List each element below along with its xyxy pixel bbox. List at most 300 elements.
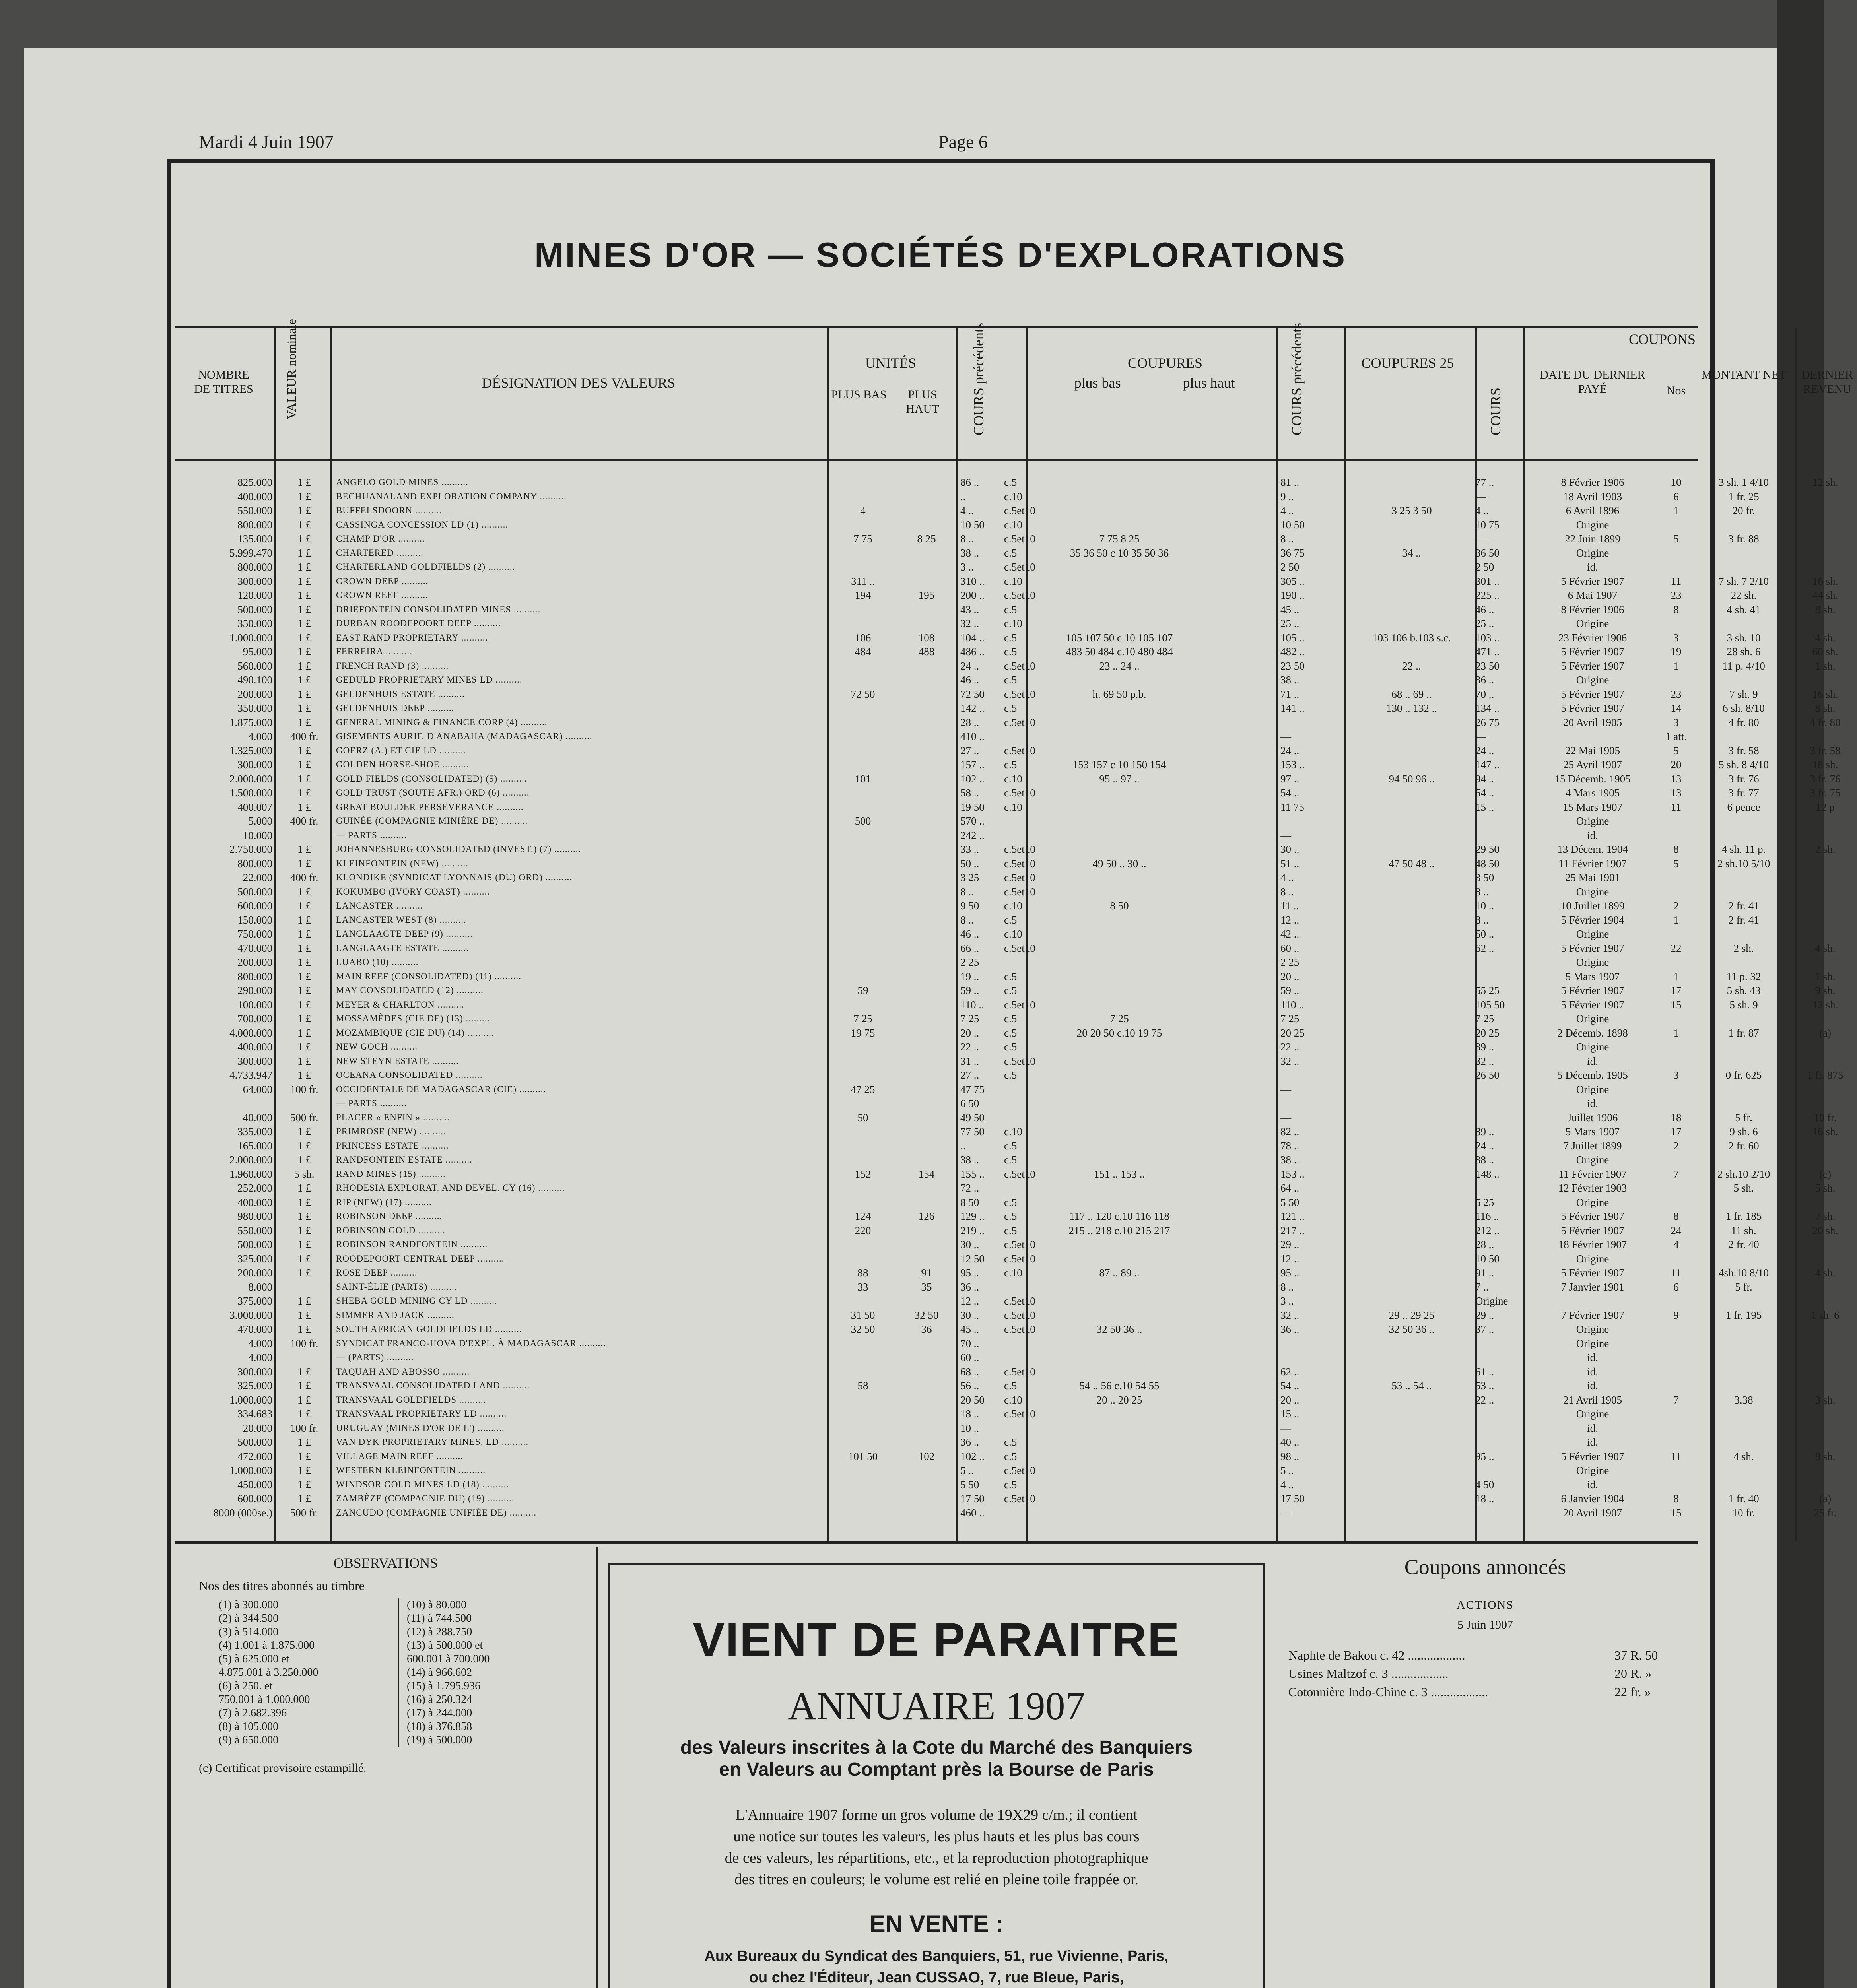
cell-der: 1 sh. 6 xyxy=(1811,1309,1840,1321)
cell-cp2: c.5et10 xyxy=(1004,1493,1035,1505)
header-date: Mardi 4 Juin 1907 xyxy=(199,132,334,152)
cell-c25: 103 106 b.103 s.c. xyxy=(1372,631,1451,644)
table-row xyxy=(175,1011,1698,1026)
table-row xyxy=(175,1096,1698,1110)
cell-date: 6 Avril 1896 xyxy=(1566,505,1620,516)
cell-cb: 153 157 c 10 150 154 xyxy=(1072,759,1166,771)
cell-date: 5 Février 1907 xyxy=(1561,646,1624,658)
cell-d: ROBINSON GOLD .......... xyxy=(336,1225,445,1235)
cell-cp2: c.5 xyxy=(1004,984,1017,996)
cell-cb: 32 50 36 .. xyxy=(1096,1323,1142,1335)
cell-no: 24 xyxy=(1671,1224,1682,1237)
cell-no: 4 xyxy=(1673,1239,1679,1250)
cell-cp: 110 .. xyxy=(960,998,984,1011)
cell-v: 1 £ xyxy=(297,1478,311,1491)
cell-no: 18 xyxy=(1671,1111,1682,1124)
cell-cp2: c.5 xyxy=(1004,1041,1017,1053)
cell-n: 3.000.000 xyxy=(229,1309,272,1321)
cell-cp: 8 .. xyxy=(960,885,974,898)
cell-d: LANGLAAGTE DEEP (9) .......... xyxy=(336,929,473,939)
cell-ub: 88 xyxy=(857,1267,868,1279)
cell-m: 2 fr. 40 xyxy=(1728,1239,1759,1250)
cell-n: 300.000 xyxy=(237,1365,272,1378)
cell-cp3: 36 75 xyxy=(1280,547,1305,559)
table-row xyxy=(175,475,1838,489)
cell-date: 5 Février 1907 xyxy=(1561,575,1624,587)
cell-m: 4 sh. 41 xyxy=(1727,603,1761,615)
cell-v: 1 £ xyxy=(297,744,311,757)
cell-no: 5 xyxy=(1673,533,1679,545)
cell-cp2: c.10 xyxy=(1004,1126,1022,1138)
cell-ub: 101 xyxy=(855,773,871,785)
cell-cp: 5 .. xyxy=(960,1464,974,1476)
cell-cb: 7 25 xyxy=(1110,1013,1129,1025)
cell-cp2: c.5et10 xyxy=(1004,660,1035,672)
cell-n: 500.000 xyxy=(237,603,272,615)
cell-m: 2 fr. 41 xyxy=(1728,914,1759,926)
cell-date: 22 Juin 1899 xyxy=(1565,533,1620,545)
cell-d: TRANSVAAL PROPRIETARY LD .......... xyxy=(336,1409,507,1419)
cell-cp4: 20 25 xyxy=(1475,1027,1500,1039)
cell-date: id. xyxy=(1587,1365,1598,1378)
cell-date: 5 Février 1907 xyxy=(1561,942,1624,954)
cell-cp2: c.5 xyxy=(1004,1436,1017,1448)
cell-n: 165.000 xyxy=(237,1140,272,1152)
coupon-value: 22 fr. » xyxy=(1614,1685,1651,1699)
cell-cp2: c.5et10 xyxy=(1004,942,1035,954)
cell-d: GOLD TRUST (SOUTH AFR.) ORD (6) .......... xyxy=(336,788,530,798)
cell-cp: 102 .. xyxy=(960,1450,985,1462)
cell-cp: 6 50 xyxy=(960,1097,979,1109)
coupon-item xyxy=(1288,1683,1686,1701)
table-row xyxy=(175,1124,1838,1139)
cell-v: 1 £ xyxy=(297,900,311,912)
cell-ub: 7 75 xyxy=(853,533,872,545)
cell-cp: 570 .. xyxy=(960,815,985,827)
cell-v: 1 £ xyxy=(297,1224,311,1237)
cell-n: 300.000 xyxy=(237,759,272,771)
cell-d: VAN DYK PROPRIETARY MINES, LD .......... xyxy=(336,1437,529,1447)
col-date: DATE DU DERNIER PAYÉ xyxy=(1540,368,1645,396)
cell-cp: 142 .. xyxy=(960,702,985,714)
cell-v: 400 fr. xyxy=(290,872,319,883)
cell-cb: 20 20 50 c.10 19 75 xyxy=(1076,1027,1162,1039)
cell-date: 5 Février 1907 xyxy=(1561,1210,1624,1222)
cell-cp2: c.5 xyxy=(1004,674,1017,686)
table-row xyxy=(175,1435,1698,1449)
cell-d: NEW STEYN ESTATE .......... xyxy=(336,1056,459,1066)
cell-date: Origine xyxy=(1576,674,1609,686)
cell-n: 64.000 xyxy=(243,1083,272,1095)
cell-d: ROBINSON DEEP .......... xyxy=(336,1211,443,1221)
cell-cb: 8 50 xyxy=(1110,900,1129,912)
cell-der: 4 sh. xyxy=(1815,942,1836,954)
cell-date: 5 Février 1907 xyxy=(1561,1267,1624,1279)
observation-item: 600.001 à 700.000 xyxy=(407,1653,490,1665)
col-nos: Nos xyxy=(1666,384,1686,397)
cell-cp: 36 .. xyxy=(960,1281,979,1293)
col-coupures-25: COUPURES 25 xyxy=(1361,355,1454,371)
cell-cp3: 32 .. xyxy=(1280,1309,1300,1321)
cell-cp4: 5 25 xyxy=(1475,1196,1494,1208)
cell-date: 8 Février 1906 xyxy=(1561,476,1624,488)
cell-m: 7 sh. 9 xyxy=(1729,688,1758,700)
table-row xyxy=(175,1449,1836,1464)
cell-d: GREAT BOULDER PERSEVERANCE .......... xyxy=(336,802,524,812)
cell-cp4: 2 50 xyxy=(1475,561,1494,573)
cell-v: 1 £ xyxy=(297,631,311,644)
cell-cp: 72 50 xyxy=(960,688,985,700)
cell-c25: 94 50 96 .. xyxy=(1389,773,1435,785)
observation-item: (11) à 744.500 xyxy=(407,1612,472,1625)
cell-cp4: 10 75 xyxy=(1475,518,1500,531)
cell-n: 472.000 xyxy=(237,1450,272,1462)
cell-cp2: c.5 xyxy=(1004,1069,1017,1081)
cell-ub: 59 xyxy=(857,984,868,996)
cell-cp: 95 .. xyxy=(960,1267,979,1279)
cell-cp3: 5 .. xyxy=(1280,1464,1294,1476)
cell-v: 1 £ xyxy=(297,505,311,516)
cell-cp2: c.5et10 xyxy=(1004,1408,1035,1420)
cell-n: 800.000 xyxy=(237,970,272,982)
cell-v: 1 £ xyxy=(297,843,311,855)
cell-der: 20 sh. xyxy=(1812,1224,1838,1237)
cell-m: 4sh.10 8/10 xyxy=(1718,1267,1769,1279)
table-row xyxy=(175,1393,1836,1407)
cell-cp4: — xyxy=(1475,490,1486,503)
cell-cp: 32 .. xyxy=(960,617,979,629)
cell-c25: 47 50 48 .. xyxy=(1389,857,1435,870)
cell-cp: 310 .. xyxy=(960,575,985,587)
table-row xyxy=(175,757,1838,772)
cell-cp3: 20 .. xyxy=(1280,1394,1300,1406)
cell-m: 3 sh. 10 xyxy=(1727,631,1761,644)
cell-date: 18 Avril 1903 xyxy=(1563,490,1622,503)
cell-m: 0 fr. 625 xyxy=(1725,1069,1762,1081)
cell-uh: 35 xyxy=(921,1281,932,1293)
cell-cp2: c.5 xyxy=(1004,631,1017,644)
main-frame xyxy=(167,159,1853,1988)
cell-date: 23 Février 1906 xyxy=(1558,631,1627,644)
cell-d: ROODEPOORT CENTRAL DEEP .......... xyxy=(336,1253,505,1264)
cell-cp2: c.5 xyxy=(1004,1478,1017,1491)
observation-item: 750.001 à 1.000.000 xyxy=(219,1693,310,1706)
cell-m: 2 sh.10 5/10 xyxy=(1717,857,1770,870)
col-coupures-bas: plus bas xyxy=(1074,375,1121,391)
cell-cb: 87 .. 89 .. xyxy=(1099,1267,1140,1279)
cell-m: 3 fr. 76 xyxy=(1728,773,1759,785)
cell-cp: 24 .. xyxy=(960,660,979,672)
observation-item: 4.875.001 à 3.250.000 xyxy=(219,1666,319,1679)
cell-cp4: 301 .. xyxy=(1475,575,1500,587)
cell-date: Origine xyxy=(1576,1408,1609,1420)
cell-cp3: 81 .. xyxy=(1280,476,1300,488)
table-row xyxy=(175,983,1836,998)
cell-n: 1.000.000 xyxy=(229,1394,272,1406)
cell-no: 19 xyxy=(1671,646,1682,658)
cell-v: 1 £ xyxy=(297,617,311,629)
cell-cp: 30 .. xyxy=(960,1309,979,1321)
cell-cp2: c.5et10 xyxy=(1004,843,1035,855)
cell-m: 3 fr. 88 xyxy=(1728,533,1759,545)
col-coupures-haut: plus haut xyxy=(1183,375,1235,391)
cell-d: JOHANNESBURG CONSOLIDATED (INVEST.) (7) .......... xyxy=(336,844,581,854)
cell-der: 7 sh. xyxy=(1815,1210,1836,1222)
cell-no: 17 xyxy=(1671,984,1682,996)
cell-cp3: 54 .. xyxy=(1280,1380,1300,1392)
observations-note: (c) Certificat provisoire estampillé. xyxy=(199,1761,367,1774)
cell-n: 450.000 xyxy=(237,1478,272,1491)
cell-v: 1 £ xyxy=(297,1041,311,1053)
cell-cp: 155 .. xyxy=(960,1168,985,1180)
table-row xyxy=(175,1336,1698,1351)
cell-cp4: 89 .. xyxy=(1475,1126,1494,1138)
cell-m: 4 sh. xyxy=(1733,1450,1754,1462)
cell-no: 11 xyxy=(1671,1450,1681,1462)
table-row xyxy=(175,1026,1831,1040)
cell-v: 1 £ xyxy=(297,561,311,573)
cell-cp4: 18 .. xyxy=(1475,1493,1494,1505)
observation-item: (10) à 80.000 xyxy=(407,1599,467,1611)
cell-cp4: 36 50 xyxy=(1475,547,1500,559)
cell-v: 1 £ xyxy=(297,660,311,672)
cell-ub: 47 25 xyxy=(851,1083,875,1095)
cell-cb: 35 36 50 c 10 35 50 36 xyxy=(1070,547,1169,559)
col-unites-bas: PLUS BAS xyxy=(831,388,887,401)
cell-cp3: 2 50 xyxy=(1280,561,1300,573)
cell-cp3: 82 .. xyxy=(1280,1126,1300,1138)
table-row xyxy=(175,1378,1698,1393)
coupons-actions: ACTIONS xyxy=(1456,1598,1514,1611)
cell-cp2: c.5 xyxy=(1004,476,1017,488)
cell-cp2: c.10 xyxy=(1004,1394,1022,1406)
cell-cb: 117 .. 120 c.10 116 118 xyxy=(1069,1210,1169,1222)
cell-cp3: 32 .. xyxy=(1280,1055,1300,1067)
cell-date: 22 Mai 1905 xyxy=(1565,744,1620,757)
cell-m: 7 sh. 7 2/10 xyxy=(1718,575,1769,587)
cell-cp: .. xyxy=(960,490,966,503)
cell-date: 4 Mars 1905 xyxy=(1565,787,1620,799)
cell-cp2: c.5 xyxy=(1004,970,1017,982)
cell-cp3: 217 .. xyxy=(1280,1224,1305,1237)
cell-cp3: 5 50 xyxy=(1280,1196,1300,1208)
cell-cp4: 148 .. xyxy=(1475,1168,1500,1180)
cell-cp2: c.5 xyxy=(1004,603,1017,615)
cell-cp3: — xyxy=(1280,730,1291,742)
cell-no: 8 xyxy=(1673,1210,1679,1222)
col-designation: DÉSIGNATION DES VALEURS xyxy=(482,375,676,391)
cell-date: id. xyxy=(1587,1436,1598,1448)
cell-d: CHAMP D'OR .......... xyxy=(336,534,425,544)
cell-date: Origine xyxy=(1576,1464,1609,1476)
cell-date: 13 Décem. 1904 xyxy=(1557,843,1628,855)
cell-date: id. xyxy=(1587,1055,1598,1067)
cell-no: 6 xyxy=(1673,1281,1679,1293)
cell-n: 290.000 xyxy=(237,984,272,996)
cell-cp: 19 .. xyxy=(960,970,979,982)
cell-cp: 8 .. xyxy=(960,914,974,926)
cell-m: 1 fr. 185 xyxy=(1725,1210,1762,1222)
cell-uh: 36 xyxy=(921,1323,932,1335)
cell-date: 5 Mars 1907 xyxy=(1565,1126,1620,1138)
cell-no: 1 att. xyxy=(1665,730,1687,742)
cell-cp4: 37 .. xyxy=(1475,1323,1494,1335)
cell-v: 1 £ xyxy=(297,1196,311,1208)
table-row xyxy=(175,1054,1698,1068)
cell-d: ZAMBÈZE (COMPAGNIE DU) (19) .......... xyxy=(336,1493,515,1503)
cell-n: 10.000 xyxy=(243,829,272,841)
table-row xyxy=(175,532,1759,546)
cell-d: GELDENHUIS ESTATE .......... xyxy=(336,689,465,699)
cell-n: 560.000 xyxy=(237,660,272,672)
cell-cp3: 95 .. xyxy=(1280,1267,1300,1279)
cell-v: 1 £ xyxy=(297,1252,311,1265)
observations-list-left xyxy=(219,1598,318,1747)
cell-cp4: 22 .. xyxy=(1475,1394,1494,1406)
cell-v: 1 £ xyxy=(297,1013,311,1025)
table-row xyxy=(175,1223,1838,1238)
cell-d: GOLDEN HORSE-SHOE .......... xyxy=(336,759,469,769)
cell-cp2: c.5et10 xyxy=(1004,589,1035,601)
cell-m: 2 sh.10 2/10 xyxy=(1717,1168,1770,1180)
cell-date: 11 Février 1907 xyxy=(1558,857,1627,870)
coupon-value: 37 R. 50 xyxy=(1614,1648,1658,1662)
cell-cp: 18 .. xyxy=(960,1408,979,1420)
cell-der: 4 fr. 80 xyxy=(1810,716,1841,728)
cell-d: RAND MINES (15) .......... xyxy=(336,1169,446,1179)
cell-cp2: c.5 xyxy=(1004,646,1017,658)
cell-cp: 36 .. xyxy=(960,1436,979,1448)
cell-n: 500.000 xyxy=(237,885,272,898)
table-row xyxy=(175,729,1698,744)
cell-date: Origine xyxy=(1576,885,1609,898)
cell-ub: 31 50 xyxy=(851,1309,875,1321)
page-header xyxy=(159,131,1710,155)
cell-ub: 7 25 xyxy=(853,1013,872,1025)
cell-cp2: c.5et10 xyxy=(1004,744,1035,757)
cell-no: 17 xyxy=(1671,1126,1682,1138)
cell-cp4: 147 .. xyxy=(1475,759,1500,771)
cell-cp4: 94 .. xyxy=(1475,773,1494,785)
cell-date: Origine xyxy=(1576,617,1609,629)
cell-der: 8 sh. xyxy=(1815,702,1836,714)
cell-no: 6 xyxy=(1673,490,1679,503)
annuaire-advertisement xyxy=(608,1563,1265,1988)
cell-v: 500 fr. xyxy=(290,1507,319,1519)
cell-cp3: 98 .. xyxy=(1280,1450,1300,1462)
cell-cp: 72 .. xyxy=(960,1182,979,1194)
cell-d: RHODESIA EXPLORAT. AND DEVEL. CY (16) .......... xyxy=(336,1183,565,1193)
table-row xyxy=(175,1463,1698,1477)
coupon-name: Naphte de Bakou c. 42 .................. xyxy=(1288,1648,1465,1662)
cell-no: 11 xyxy=(1671,1267,1681,1279)
cell-cp2: c.5et10 xyxy=(1004,561,1035,573)
cell-date: id. xyxy=(1587,1422,1598,1434)
cell-ub: 220 xyxy=(855,1224,871,1237)
cell-cp4: — xyxy=(1475,730,1486,742)
cell-no: 1 xyxy=(1673,914,1679,926)
cell-cp2: c.10 xyxy=(1004,801,1022,813)
table-row xyxy=(175,715,1841,730)
cell-uh: 102 xyxy=(918,1450,935,1462)
cell-date: id. xyxy=(1587,561,1598,573)
cell-d: CASSINGA CONCESSION LD (1) .......... xyxy=(336,519,509,530)
table-row xyxy=(175,1350,1698,1365)
cell-cp4: 7 .. xyxy=(1475,1281,1489,1293)
col-cours-2: COURS précédents xyxy=(1289,323,1305,435)
cell-d: PRINCESS ESTATE .......... xyxy=(336,1140,449,1151)
cell-cp: 45 .. xyxy=(960,1323,979,1335)
cell-d: KOKUMBO (IVORY COAST) .......... xyxy=(336,886,490,897)
cell-m: 2 fr. 41 xyxy=(1728,900,1759,912)
cell-ub: 484 xyxy=(855,646,871,658)
cell-ub: 106 xyxy=(855,631,871,644)
table-row xyxy=(175,1491,1831,1506)
cell-cp4: 4 50 xyxy=(1475,1478,1494,1491)
cell-v: 1 £ xyxy=(297,547,311,559)
cell-date: id. xyxy=(1587,1097,1598,1109)
cell-n: 4.000 xyxy=(248,1337,272,1349)
header-page-number: Page 6 xyxy=(938,132,988,152)
cell-der: 4 sh. xyxy=(1815,1267,1836,1279)
cell-v: 1 £ xyxy=(297,702,311,714)
cell-d: MOZAMBIQUE (CIE DU) (14) .......... xyxy=(336,1027,494,1038)
cell-v: 1 £ xyxy=(297,956,311,968)
cell-der: 5 sh. xyxy=(1815,1182,1836,1194)
cell-cp: 242 .. xyxy=(960,829,985,841)
col-coupures: COUPURES xyxy=(1127,355,1203,371)
cell-no: 13 xyxy=(1671,787,1682,799)
cell-ub: 311 .. xyxy=(851,575,875,587)
cell-n: 2.000.000 xyxy=(229,773,272,785)
cell-cp3: 105 .. xyxy=(1280,631,1305,644)
table-row xyxy=(175,814,1698,828)
cell-d: GEDULD PROPRIETARY MINES LD .......... xyxy=(336,675,523,685)
cell-no: 14 xyxy=(1671,702,1682,714)
cell-cp2: c.5et10 xyxy=(1004,505,1035,516)
cell-v: 1 £ xyxy=(297,759,311,771)
cell-no: 8 xyxy=(1673,843,1679,855)
cell-c25: 130 .. 132 .. xyxy=(1386,702,1437,714)
middle-section xyxy=(175,1547,1698,1988)
cell-date: 5 Février 1904 xyxy=(1561,914,1624,926)
cell-n: 2.000.000 xyxy=(229,1154,272,1166)
cell-n: 200.000 xyxy=(237,1267,272,1279)
cell-d: CROWN DEEP .......... xyxy=(336,576,429,586)
cell-n: 490.100 xyxy=(237,674,272,686)
cell-der: 16 sh. xyxy=(1812,1126,1838,1138)
cell-date: Origine xyxy=(1576,1337,1609,1349)
cell-no: 5 xyxy=(1673,744,1679,757)
cell-cp4: 24 .. xyxy=(1475,744,1494,757)
cell-no: 10 xyxy=(1671,476,1682,488)
cell-cp3: 42 .. xyxy=(1280,928,1300,940)
cell-cb: 23 .. 24 .. xyxy=(1099,660,1140,672)
cell-cp4: 116 .. xyxy=(1475,1210,1499,1222)
cell-n: 400.000 xyxy=(237,490,272,503)
cell-n: 1.000.000 xyxy=(229,631,272,644)
cell-cp4: 24 .. xyxy=(1475,1140,1494,1152)
coupon-item xyxy=(1288,1664,1686,1683)
cell-der: 4 sh. xyxy=(1815,631,1836,644)
cell-c25: 53 .. 54 .. xyxy=(1391,1380,1432,1392)
cell-date: Origine xyxy=(1576,815,1609,827)
cell-d: CROWN REEF .......... xyxy=(336,590,428,600)
cell-cb: 54 .. 56 c.10 54 55 xyxy=(1079,1380,1160,1392)
cell-cb: 20 .. 20 25 xyxy=(1096,1394,1142,1406)
cell-d: BUFFELSDOORN .......... xyxy=(336,505,442,515)
cell-no: 20 xyxy=(1671,759,1682,771)
